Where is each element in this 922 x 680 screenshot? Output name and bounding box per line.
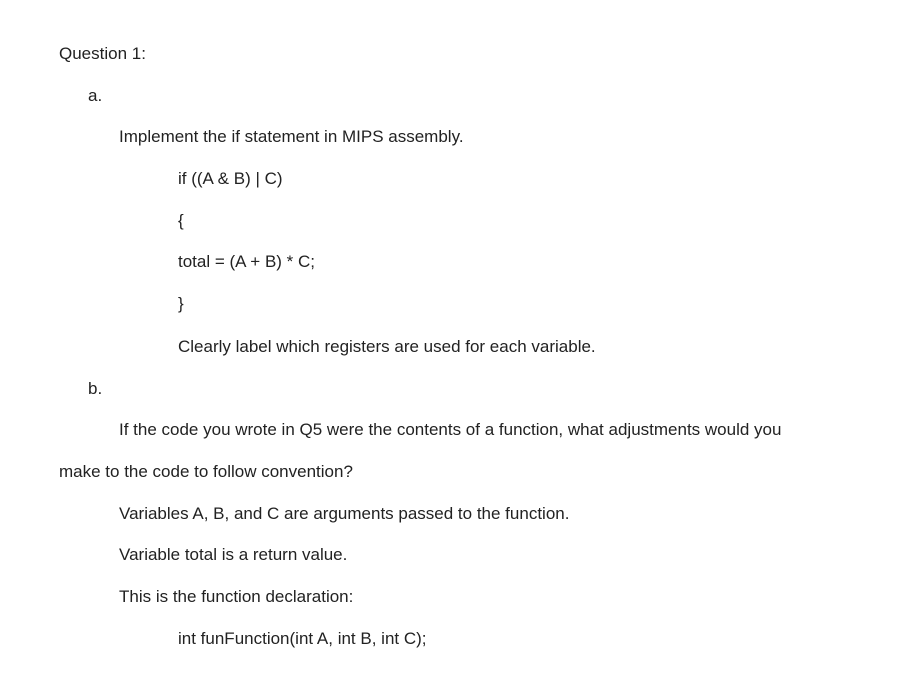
part-a-label: a. [88, 86, 103, 105]
code-line-assignment: total = (A + B) * C; [178, 252, 316, 271]
function-declaration: int funFunction(int A, int B, int C); [178, 629, 427, 648]
part-b-detail-declaration-intro: This is the function declaration: [119, 587, 354, 606]
code-line-open-brace: { [178, 211, 184, 230]
part-b-label: b. [88, 379, 103, 398]
part-b-prompt-line1: If the code you wrote in Q5 were the contents of a function, what adjustments would you [119, 420, 782, 439]
code-line-close-brace: } [178, 294, 184, 313]
code-line-if: if ((A & B) | C) [178, 169, 283, 188]
part-b-detail-arguments: Variables A, B, and C are arguments passed to the function. [119, 504, 570, 523]
question-title: Question 1: [59, 44, 146, 63]
part-b-prompt-line2: make to the code to follow convention? [59, 462, 353, 481]
part-a-instruction: Implement the if statement in MIPS assembly. [119, 127, 464, 146]
part-a-note: Clearly label which registers are used for each variable. [178, 337, 596, 356]
part-b-detail-return: Variable total is a return value. [119, 545, 348, 564]
